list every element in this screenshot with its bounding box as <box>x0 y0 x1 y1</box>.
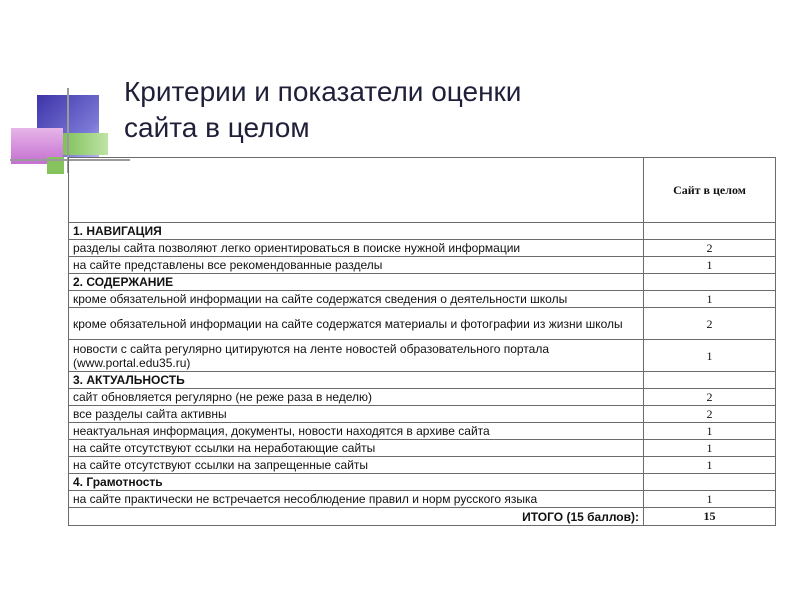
table-row <box>69 457 776 474</box>
criterion-score: 2 <box>644 406 776 423</box>
total-label: ИТОГО (15 баллов): <box>69 508 644 526</box>
section-empty-cell <box>644 223 776 240</box>
criterion-score: 1 <box>644 340 776 372</box>
criterion-score: 2 <box>644 308 776 340</box>
section-row <box>69 223 776 240</box>
total-value: 15 <box>644 508 776 526</box>
criterion-text: разделы сайта позволяют легко ориентироваться в поиске нужной информации <box>69 240 644 257</box>
table-row <box>69 491 776 508</box>
table-row <box>69 340 776 372</box>
slide-title: Критерии и показатели оценки сайта в целом <box>124 76 522 143</box>
section-row <box>69 274 776 291</box>
section-title: 3. АКТУАЛЬНОСТЬ <box>69 372 644 389</box>
section-row <box>69 372 776 389</box>
criterion-score: 1 <box>644 257 776 274</box>
section-title: 1. НАВИГАЦИЯ <box>69 223 644 240</box>
column-header: Сайт в целом <box>644 158 776 223</box>
table-row <box>69 389 776 406</box>
criterion-text: на сайте представлены все рекомендованные разделы <box>69 257 644 274</box>
table-row <box>69 308 776 340</box>
section-empty-cell <box>644 474 776 491</box>
criterion-text: кроме обязательной информации на сайте содержатся материалы и фотографии из жизни школы <box>69 308 644 340</box>
criterion-score: 1 <box>644 457 776 474</box>
criterion-text: на сайте отсутствуют ссылки на запрещенные сайты <box>69 457 644 474</box>
section-empty-cell <box>644 372 776 389</box>
criterion-text: кроме обязательной информации на сайте содержатся сведения о деятельности школы <box>69 291 644 308</box>
criterion-score: 2 <box>644 240 776 257</box>
header-row <box>69 158 776 223</box>
criterion-text: на сайте отсутствуют ссылки на неработающие сайты <box>69 440 644 457</box>
section-empty-cell <box>644 274 776 291</box>
table-row <box>69 240 776 257</box>
criterion-text: сайт обновляется регулярно (не реже раза в неделю) <box>69 389 644 406</box>
table-row <box>69 423 776 440</box>
table-row <box>69 406 776 423</box>
criterion-score: 1 <box>644 491 776 508</box>
criterion-text: неактуальная информация, документы, новости находятся в архиве сайта <box>69 423 644 440</box>
header-empty-cell <box>69 158 644 223</box>
criterion-text: на сайте практически не встречается несоблюдение правил и норм русского языка <box>69 491 644 508</box>
criterion-score: 1 <box>644 423 776 440</box>
criterion-text: новости с сайта регулярно цитируются на ленте новостей образовательного портала (www.portal.edu35.ru) <box>69 340 644 372</box>
criterion-score: 1 <box>644 291 776 308</box>
decor-square-green <box>63 133 108 155</box>
section-title: 4. Грамотность <box>69 474 644 491</box>
criterion-score: 2 <box>644 389 776 406</box>
criterion-text: все разделы сайта активны <box>69 406 644 423</box>
criterion-score: 1 <box>644 440 776 457</box>
criteria-table <box>68 157 776 526</box>
table-row <box>69 291 776 308</box>
table-row <box>69 257 776 274</box>
total-row <box>69 508 776 526</box>
section-row <box>69 474 776 491</box>
section-title: 2. СОДЕРЖАНИЕ <box>69 274 644 291</box>
table-row <box>69 440 776 457</box>
